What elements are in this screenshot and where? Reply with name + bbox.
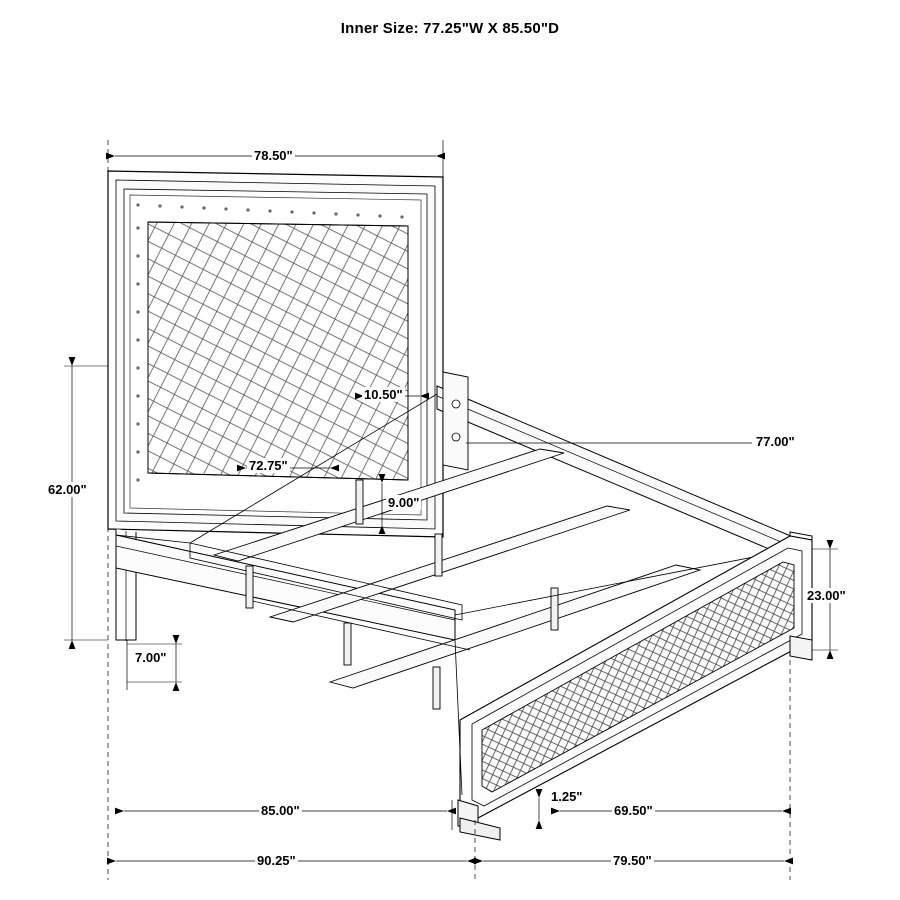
page-title: Inner Size: 77.25"W X 85.50"D [340,20,560,37]
dim-leg-height: 7.00" [135,650,167,665]
dim-headboard-panel-gap: 10.50" [364,387,403,402]
side-rail-left [116,535,455,640]
footboard [455,532,812,840]
rail-bracket [443,372,468,470]
dim-headboard-inner-width: 72.75" [249,458,288,473]
dim-overall-left: 90.25" [257,853,296,868]
dim-footboard-height: 23.00" [807,588,846,603]
dim-headboard-height: 62.00" [48,482,87,497]
dim-side-rail-length: 77.00" [756,434,795,449]
dim-slat-height: 9.00" [388,495,420,510]
dim-rail-to-footboard: 85.00" [261,803,300,818]
dim-footboard-thickness: 1.25" [551,789,583,804]
dim-overall-right: 79.50" [613,853,652,868]
dim-headboard-width: 78.50" [254,148,293,163]
dim-footboard-depth: 69.50" [614,803,653,818]
